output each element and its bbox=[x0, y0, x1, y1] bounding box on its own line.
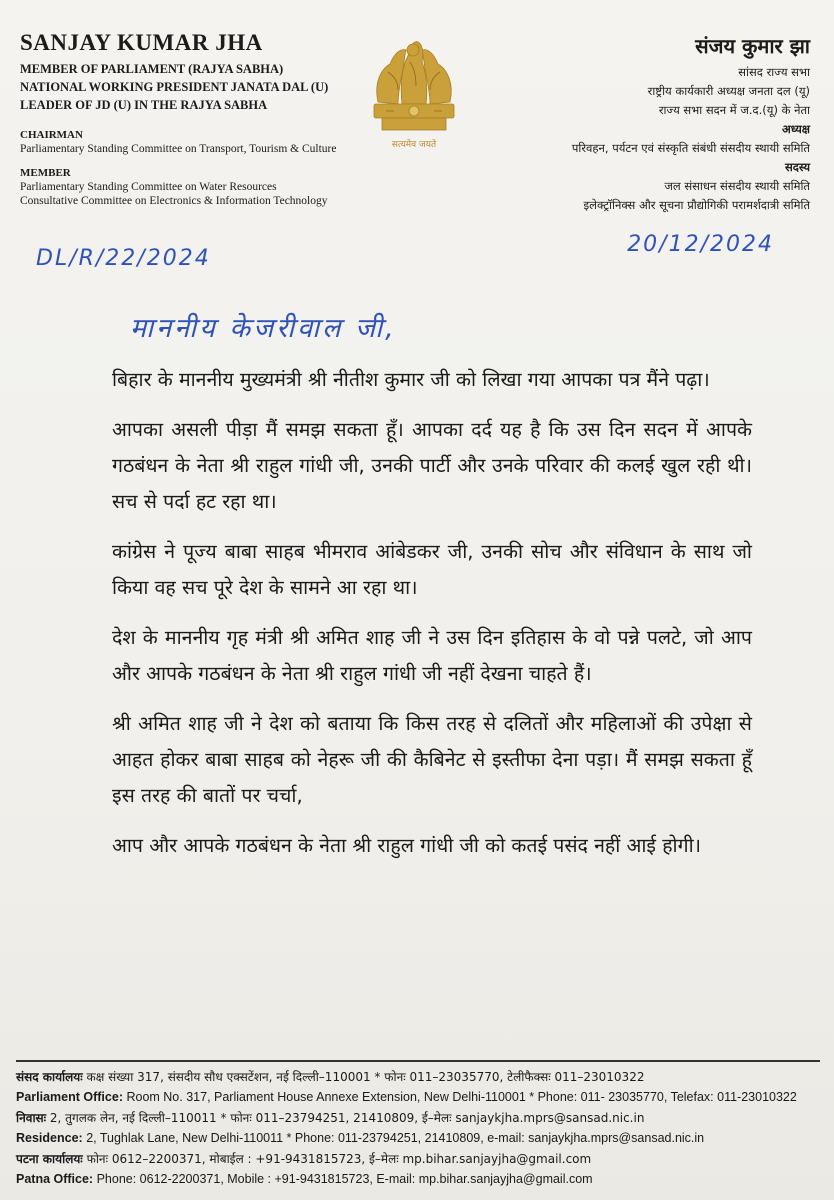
committee-line: जल संसाधन संसदीय स्थायी समिति bbox=[664, 179, 810, 193]
parliament-office-english: Parliament Office: Room No. 317, Parliament House Annexe Extension, New Delhi-110001 * Phone: 011- 23035770, Telefax: 011-23010322 bbox=[16, 1090, 797, 1104]
role-line: राज्य सभा सदन में ज.द.(यू) के नेता bbox=[658, 103, 810, 117]
body-paragraph: बिहार के माननीय मुख्यमंत्री श्री नीतीश कुमार जी को लिखा गया आपका पत्र मैंने पढ़ा। bbox=[112, 368, 710, 391]
letter-body bbox=[112, 362, 752, 878]
parliament-office-hindi: संसद कार्यालयः कक्ष संख्या 317, संसदीय सौध एक्सटेंशन, नई दिल्ली–110001 * फोनः 011–23035770, टेलीफैक्सः 011–23010322 bbox=[16, 1070, 645, 1084]
patna-office-english: Patna Office: Phone: 0612-2200371, Mobile : +91-9431815723, E-mail: mp.bihar.sanjayjha@gmail.com bbox=[16, 1172, 593, 1186]
role-line: सांसद राज्य सभा bbox=[738, 65, 810, 79]
committee-line: Consultative Committee on Electronics & Information Technology bbox=[20, 195, 328, 207]
reference-number: DL/R/22/2024 bbox=[36, 246, 211, 271]
letterhead-english bbox=[20, 30, 370, 207]
body-paragraph: श्री अमित शाह जी ने देश को बताया कि किस तरह से दलितों और महिलाओं की उपेक्षा से आहत होकर बाबा साहब को नेहरू जी की कैबिनेट से इस्तीफा देना पड़ा। मैं समझ सकता हूँ इस तरह की बातों पर चर्चा, bbox=[112, 712, 752, 807]
role-line: NATIONAL WORKING PRESIDENT JANATA DAL (U) bbox=[20, 80, 329, 94]
chairman-label: अध्यक्ष bbox=[781, 122, 810, 136]
chairman-label: CHAIRMAN bbox=[20, 129, 83, 141]
letter-date: 20/12/2024 bbox=[627, 232, 774, 257]
salutation: माननीय केजरीवाल जी, bbox=[130, 313, 397, 344]
body-paragraph: आप और आपके गठबंधन के नेता श्री राहुल गांधी जी को कतई पसंद नहीं आई होगी। bbox=[112, 834, 702, 857]
member-label: सदस्य bbox=[784, 160, 810, 174]
body-paragraph: कांग्रेस ने पूज्य बाबा साहब भीमराव आंबेडकर जी, उनकी सोच और संविधान के साथ जो किया वह सच पूरे देश के सामने आ रहा था। bbox=[112, 540, 752, 599]
role-line: राष्ट्रीय कार्यकारी अध्यक्ष जनता दल (यू) bbox=[647, 84, 810, 98]
patna-office-hindi: पटना कार्यालयः फोनः 0612–2200371, मोबाईल : +91-9431815723, ई–मेलः mp.bihar.sanjayjha@gmail.com bbox=[16, 1152, 592, 1166]
letterhead-footer bbox=[16, 1060, 820, 1191]
committee-line: Parliamentary Standing Committee on Transport, Tourism & Culture bbox=[20, 143, 337, 155]
role-line: LEADER OF JD (U) IN THE RAJYA SABHA bbox=[20, 98, 268, 112]
sender-name-english: SANJAY KUMAR JHA bbox=[20, 30, 263, 55]
sender-name-hindi: संजय कुमार झा bbox=[695, 34, 810, 58]
emblem-motto: सत्यमेव जयते bbox=[391, 140, 437, 150]
committee-line: परिवहन, पर्यटन एवं संस्कृति संबंधी संसदीय स्थायी समिति bbox=[571, 141, 810, 155]
footer-divider bbox=[16, 1060, 820, 1062]
committee-line: इलेक्ट्रॉनिक्स और सूचना प्रौद्योगिकी परामर्शदात्री समिति bbox=[583, 198, 810, 212]
body-paragraph: आपका असली पीड़ा मैं समझ सकता हूँ। आपका दर्द यह है कि उस दिन सदन में आपके गठबंधन के नेता श्री राहुल गांधी जी, उनकी पार्टी और उनके परिवार की कलई खुल रही थी। सच से पर्दा हट रहा था। bbox=[112, 418, 752, 513]
body-paragraph: देश के माननीय गृह मंत्री श्री अमित शाह जी ने उस दिन इतिहास के वो पन्ने पलटे, जो आप और आपके गठबंधन के नेता श्री राहुल गांधी जी नहीं देखना चाहते हैं। bbox=[112, 626, 752, 685]
member-label: MEMBER bbox=[20, 167, 71, 179]
residence-english: Residence: 2, Tughlak Lane, New Delhi-110011 * Phone: 011-23794251, 21410809, e-mail: sanjaykjha.mprs@sansad.nic.in bbox=[16, 1131, 705, 1145]
national-emblem-icon bbox=[364, 32, 464, 152]
committee-line: Parliamentary Standing Committee on Water Resources bbox=[20, 181, 277, 193]
residence-hindi: निवासः 2, तुगलक लेन, नई दिल्ली–110011 * फोनः 011–23794251, 21410809, ई–मेलः sanjaykjha.mprs@sansad.nic.in bbox=[16, 1111, 645, 1125]
letterhead-hindi bbox=[470, 32, 810, 213]
role-line: MEMBER OF PARLIAMENT (RAJYA SABHA) bbox=[20, 62, 284, 76]
